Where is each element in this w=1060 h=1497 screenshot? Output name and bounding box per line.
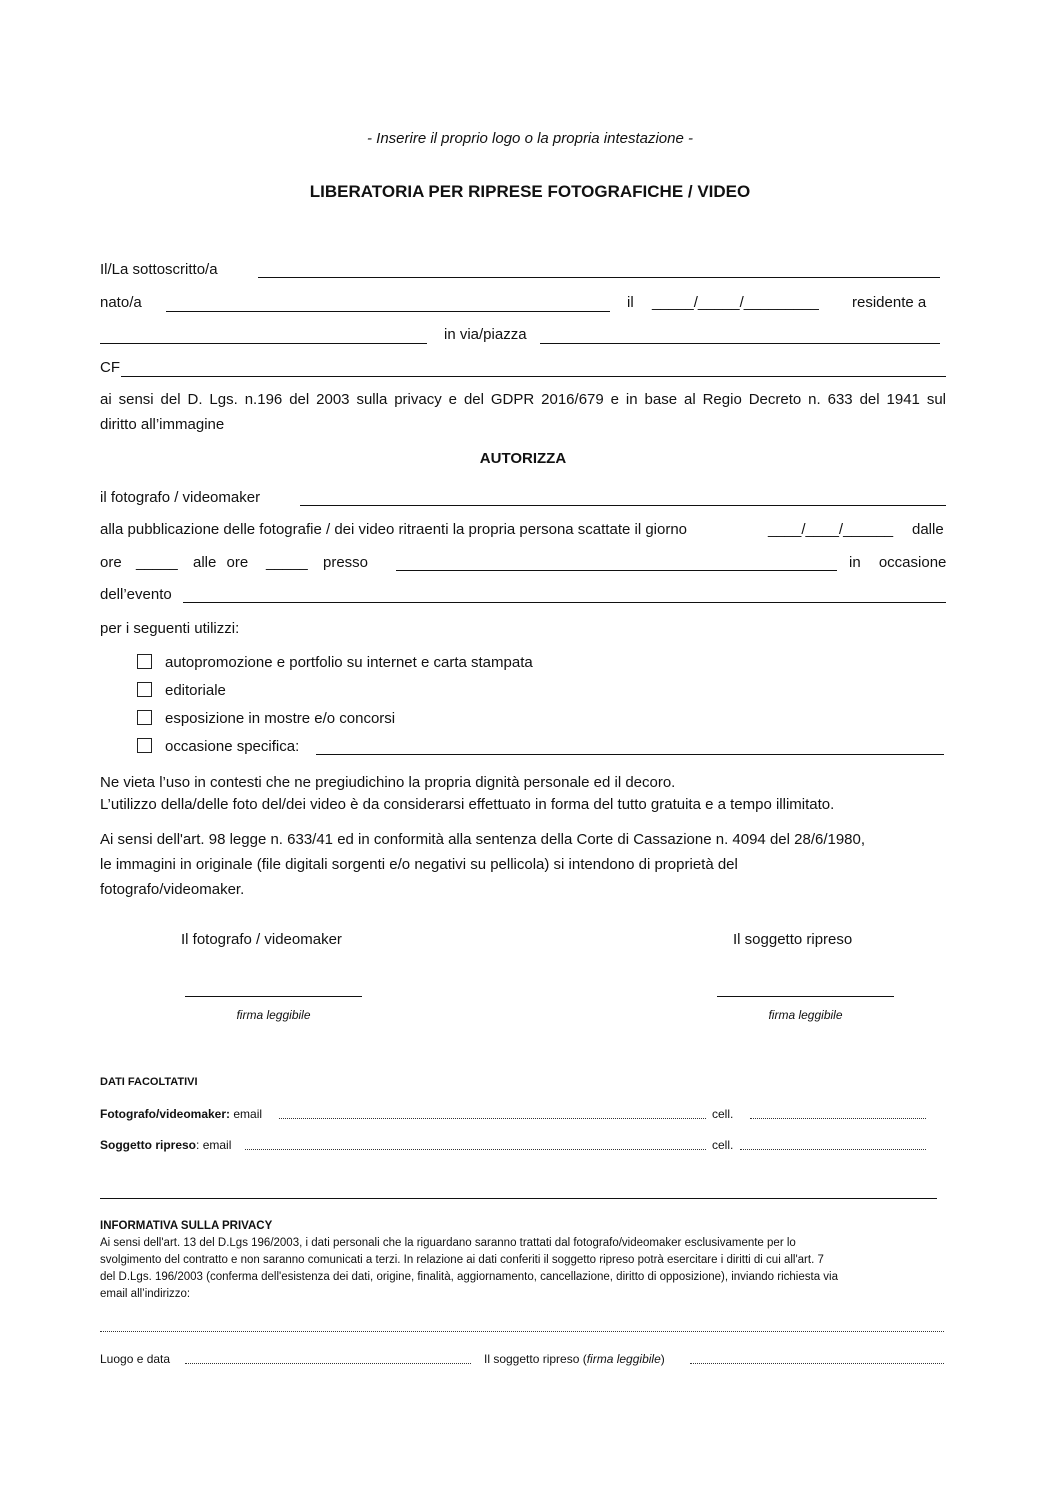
logo-placeholder-hint: - Inserire il proprio logo o la propria intestazione - [367, 130, 693, 147]
legal-basis-line-1: ai sensi del D. Lgs. n.196 del 2003 sulla privacy e del GDPR 2016/679 e in base al Regio Decreto n. 633 del 1941 sul [100, 391, 946, 408]
option-label-self-promotion: autopromozione e portfolio su internet e carta stampata [165, 654, 533, 671]
privacy-line-4: email all’indirizzo: [100, 1288, 191, 1300]
from-label: dalle [912, 521, 944, 538]
photographer-signature-line[interactable] [185, 996, 362, 997]
optional-subject-email-label: email [202, 1138, 232, 1152]
option-label-editorial: editoriale [165, 682, 226, 699]
option-checkbox-exhibitions[interactable] [137, 710, 152, 725]
uses-label: per i seguenti utilizzi: [100, 620, 240, 637]
optional-photographer-label: Fotografo/videomaker: [100, 1107, 231, 1121]
photographer-label: il fotografo / videomaker [100, 489, 261, 506]
end-hour-field[interactable]: _____ [266, 554, 308, 571]
ownership-line-2: le immagini in originale (file digitali sorgenti e/o negativi su pellicola) si intendono di proprietà del [100, 856, 738, 873]
option-checkbox-specific-occasion[interactable] [137, 738, 152, 753]
optional-photographer-row [100, 1107, 262, 1121]
specific-occasion-field[interactable] [316, 754, 944, 755]
occasion-label-wrap [849, 554, 946, 571]
prohibition-line-1: Ne vieta l’uso in contesti che ne pregiudichino la propria dignità personale ed il decoro. [100, 774, 676, 791]
birthdate-label: il [627, 294, 634, 311]
street-field[interactable] [540, 343, 940, 344]
photographer-signature-hint: firma leggibile [236, 1008, 311, 1022]
ownership-line-3: fotografo/videomaker. [100, 881, 245, 898]
cf-label: CF [100, 359, 120, 376]
privacy-line-2: svolgimento del contratto e non saranno comunicati a terzi. In relazione ai dati conferiti il soggetto ripreso potrà esercitare i diritti di cui all'art. 7 [100, 1254, 824, 1266]
photographer-email-field[interactable] [279, 1118, 706, 1119]
hours-label: ore [100, 554, 122, 571]
subject-sign-label-close: ) [660, 1352, 665, 1366]
start-hour-field[interactable]: _____ [136, 554, 178, 571]
event-label: dell’evento [100, 586, 172, 603]
birthplace-field[interactable] [166, 311, 610, 312]
at-label: presso [323, 554, 369, 571]
option-label-specific-occasion: occasione specifica: [165, 738, 300, 755]
photographer-signature-title: Il fotografo / videomaker [181, 931, 342, 948]
optional-data-heading: DATI FACOLTATIVI [100, 1076, 198, 1088]
occasion-label: in occasione [849, 554, 947, 571]
birthdate-field[interactable]: _____/_____/_________ [652, 294, 819, 311]
optional-photographer-email-label: email [233, 1107, 263, 1121]
privacy-heading: INFORMATIVA SULLA PRIVACY [100, 1220, 273, 1232]
place-date-field[interactable] [185, 1363, 471, 1364]
option-checkbox-editorial[interactable] [137, 682, 152, 697]
photographer-name-field[interactable] [300, 505, 946, 506]
subject-sign-label [484, 1352, 665, 1366]
privacy-email-address-field[interactable] [100, 1331, 944, 1332]
optional-photographer-cell-label: cell. [712, 1107, 734, 1121]
document-title: LIBERATORIA PER RIPRESE FOTOGRAFICHE / VIDEO [309, 182, 751, 201]
street-label: in via/piazza [444, 326, 527, 343]
residence-label-wrap [852, 294, 945, 311]
ownership-line-1: Ai sensi dell'art. 98 legge n. 633/41 ed in conformità alla sentenza della Corte di Cassazione n. 4094 del 28/6/1980, [100, 831, 866, 848]
prohibition-line-2: L’utilizzo della/delle foto del/dei video è da considerarsi effettuato in forma del tutto gratuita e a tempo illimitato. [100, 796, 835, 813]
subject-sign-label-text: Il soggetto ripreso ( [484, 1352, 587, 1366]
optional-subject-colon: : [196, 1138, 200, 1152]
privacy-line-3: del D.Lgs. 196/2003 (conferma dell'esistenza dei dati, origine, finalità, aggiornamento, cancellazione, diritto di opposizione), inviando richiesta via [100, 1271, 838, 1283]
subject-email-field[interactable] [245, 1149, 706, 1150]
publication-text: alla pubblicazione delle fotografie / dei video ritraenti la propria persona scattate il giorno [100, 521, 688, 538]
section-divider [100, 1198, 937, 1199]
optional-subject-cell-label: cell. [712, 1138, 734, 1152]
subject-signature-title: Il soggetto ripreso [733, 931, 853, 948]
born-label: nato/a [100, 294, 142, 311]
legal-basis-line-2: diritto all’immagine [100, 416, 225, 433]
option-label-exhibitions: esposizione in mostre e/o concorsi [165, 710, 396, 727]
option-checkbox-self-promotion[interactable] [137, 654, 152, 669]
subject-sign-label-italic: firma leggibile [586, 1352, 661, 1366]
residence-label: residente a [852, 294, 927, 311]
optional-subject-label: Soggetto ripreso [100, 1138, 197, 1152]
shooting-date-field[interactable]: ____/____/______ [768, 521, 894, 538]
event-field[interactable] [183, 602, 946, 603]
residence-city-field[interactable] [100, 343, 427, 344]
to-hours-label: alle ore [193, 554, 249, 571]
optional-subject-row [100, 1138, 231, 1152]
cf-field[interactable] [121, 376, 946, 377]
privacy-line-1: Ai sensi dell'art. 13 del D.Lgs 196/2003, i dati personali che la riguardano saranno trattati dal fotografo/videomaker esclusivamente per lo [100, 1237, 796, 1249]
location-field[interactable] [396, 570, 837, 571]
authorize-heading: AUTORIZZA [479, 450, 567, 467]
subject-signature-hint: firma leggibile [768, 1008, 843, 1022]
photographer-cell-field[interactable] [750, 1118, 926, 1119]
subject-cell-field[interactable] [740, 1149, 926, 1150]
subscriber-name-field[interactable] [258, 277, 940, 278]
subscriber-label: Il/La sottoscritto/a [100, 261, 218, 278]
place-date-label: Luogo e data [100, 1352, 171, 1366]
subject-signature-line[interactable] [717, 996, 894, 997]
subject-sign-field[interactable] [690, 1363, 944, 1364]
